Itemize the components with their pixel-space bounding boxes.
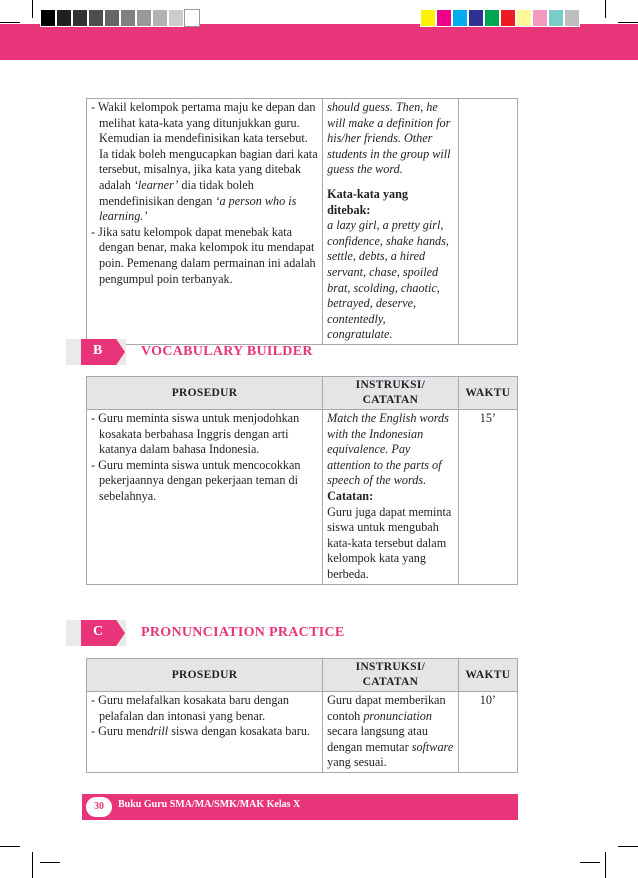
table-header-row: [87, 659, 518, 692]
crop-mark: [618, 22, 638, 23]
prosedur-cell: - Guru meminta siswa untuk menjodohkan kosakata berbahasa Inggris dengan arti katanya dalam bahasa Indonesia. - Guru meminta siswa untuk mencocokkan pekerjaannya dengan pekerjaan teman di sebelahnya.: [87, 410, 323, 585]
registration-swatch: [516, 9, 532, 27]
registration-swatch: [452, 9, 468, 27]
registration-swatch: [152, 9, 168, 27]
prosedur-cell: - Wakil kelompok pertama maju ke depan dan melihat kata-kata yang ditunjukkan guru. Kemudian ia mendefinisikan kata tersebut. Ia tidak boleh mengucapkan bagian dari kata tersebut, misalnya, jika kata yang ditebak adalah ‘learner’ dia tidak boleh mendefinisikan dengan ‘a person who is learning.’ - Jika satu kelompok dapat menebak kata dengan benar, maka kelompok itu mendapat poin. Pemenang dalam permainan ini adalah pengumpul poin terbanyak.: [87, 99, 323, 345]
registration-swatch: [120, 9, 136, 27]
registration-swatch: [548, 9, 564, 27]
table-row: [87, 692, 518, 773]
crop-mark: [618, 846, 638, 847]
table-row: [87, 99, 518, 345]
crop-mark: [580, 862, 600, 863]
header-prosedur: PROSEDUR: [87, 377, 323, 410]
header-waktu: WAKTU: [458, 659, 517, 692]
registration-swatch: [436, 9, 452, 27]
registration-swatch: [500, 9, 516, 27]
crop-mark: [32, 852, 33, 878]
section-title: VOCABULARY BUILDER: [141, 344, 313, 359]
instruksi-cell: Guru dapat memberikan contoh pronunciation secara langsung atau dengan memutar software yang sesuai.: [323, 692, 459, 773]
section-letter: C: [93, 624, 104, 639]
registration-swatch: [40, 9, 56, 27]
registration-swatch: [72, 9, 88, 27]
registration-swatch: [104, 9, 120, 27]
section-letter: B: [93, 343, 103, 358]
header-instruksi: INSTRUKSI/ CATATAN: [323, 659, 459, 692]
crop-mark: [605, 0, 606, 18]
book-title: Buku Guru SMA/MA/SMK/MAK Kelas X: [118, 799, 301, 810]
header-prosedur: PROSEDUR: [87, 659, 323, 692]
game-procedure-table: [86, 98, 518, 345]
crop-mark: [0, 22, 20, 23]
page-footer: [82, 794, 518, 820]
registration-swatch: [468, 9, 484, 27]
waktu-cell: 10’: [458, 692, 517, 773]
registration-swatch: [56, 9, 72, 27]
header-instruksi: INSTRUKSI/ CATATAN: [323, 377, 459, 410]
registration-swatch: [168, 9, 184, 27]
waktu-cell: 15’: [458, 410, 517, 585]
registration-swatch: [564, 9, 580, 27]
registration-swatch: [420, 9, 436, 27]
page-number: 30: [86, 797, 112, 817]
registration-swatch: [184, 9, 200, 27]
waktu-cell: [458, 99, 517, 345]
vocabulary-builder-table: [86, 376, 518, 585]
section-title: PRONUNCIATION PRACTICE: [141, 625, 345, 640]
color-registration-swatches: [420, 9, 580, 27]
header-band: [0, 24, 638, 60]
instruksi-cell: Match the English words with the Indonesian equivalence. Pay attention to the parts of speech of the words. Catatan: Guru juga dapat meminta siswa untuk mengubah kata-kata tersebut dalam kelompok kata yang berbeda.: [323, 410, 459, 585]
crop-mark: [605, 852, 606, 878]
gray-registration-swatches: [40, 9, 200, 27]
crop-mark: [40, 862, 60, 863]
crop-mark: [0, 846, 20, 847]
registration-swatch: [88, 9, 104, 27]
prosedur-cell: - Guru melafalkan kosakata baru dengan pelafalan dan intonasi yang benar. - Guru mendrill siswa dengan kosakata baru.: [87, 692, 323, 773]
registration-swatch: [484, 9, 500, 27]
pronunciation-practice-table: [86, 658, 518, 773]
crop-mark: [32, 0, 33, 18]
table-row: [87, 410, 518, 585]
table-header-row: [87, 377, 518, 410]
header-waktu: WAKTU: [458, 377, 517, 410]
registration-swatch: [532, 9, 548, 27]
instruksi-cell: should guess. Then, he will make a definition for his/her friends. Other students in the group will guess the word. Kata-kata yang ditebak: a lazy girl, a pretty girl, confidence, shake hands, settle, debts, a hired servant, chase, spoiled brat, scolding, chaotic, betrayed, deserve, contentedly, congratulate.: [323, 99, 459, 345]
registration-swatch: [136, 9, 152, 27]
